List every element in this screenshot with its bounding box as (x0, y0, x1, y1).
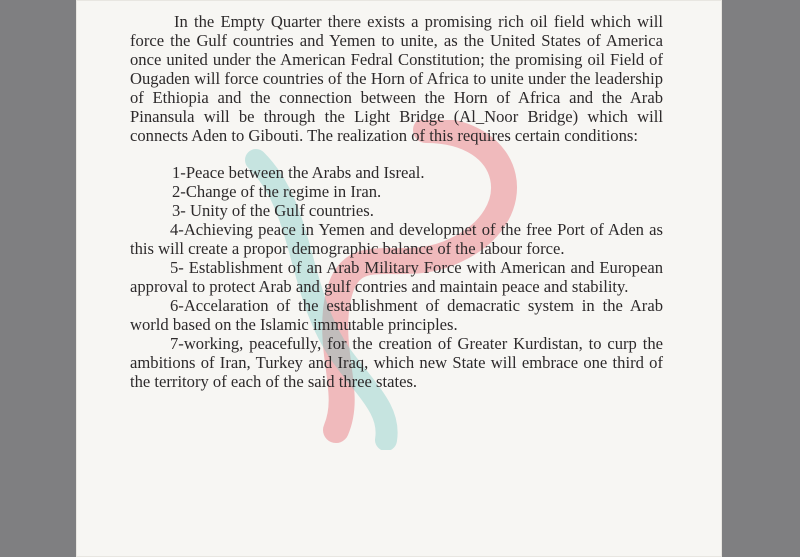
condition-item: 3- Unity of the Gulf countries. (172, 201, 374, 220)
condition-item: 5- Establishment of an Arab Military Force with American and European approval to protect Arab and gulf contries and maintain peace and stability. (130, 258, 663, 296)
condition-item: 7-working, peacefully, for the creation of Greater Kurdistan, to curp the ambitions of Iran, Turkey and Iraq, which new State will embrace one third of the territory of each of the said three states. (130, 334, 663, 391)
condition-item: 1-Peace between the Arabs and Isreal. (172, 163, 425, 182)
document-body (130, 12, 663, 391)
condition-item: 6-Accelaration of the establishment of demacratic system in the Arab world based on the Islamic immutable principles. (130, 296, 663, 334)
condition-item: 2-Change of the regime in Iran. (172, 182, 382, 201)
document-page (76, 0, 722, 557)
conditions-list (130, 163, 663, 391)
intro-paragraph: In the Empty Quarter there exists a promising rich oil field which will force the Gulf countries and Yemen to unite, as the United States of America once united under the American Fedral Constitution; the promising oil Field of Ougaden will force countries of the Horn of Africa to unite under the leadership of Ethiopia and the connection between the Horn of Africa and the Arab Pinansula will be through the Light Bridge (Al_Noor Bridge) which will connects Aden to Gibouti. The realization of this requires certain conditions: (130, 12, 663, 145)
condition-item: 4-Achieving peace in Yemen and developmet of the free Port of Aden as this will create a propor demographic balance of the labour force. (130, 220, 663, 258)
